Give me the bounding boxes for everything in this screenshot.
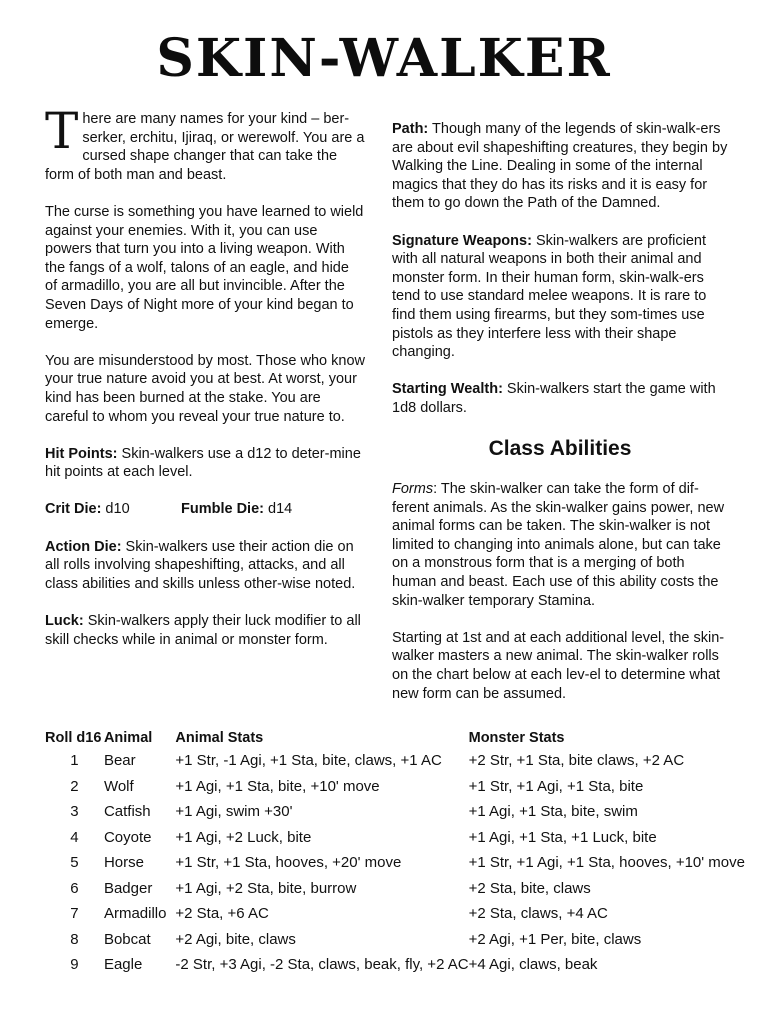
action-die-paragraph [45,538,365,594]
right-column [392,120,728,722]
table-row [45,952,745,978]
curse-paragraph: The curse is something you have learned to wield against your enemies. With it, you can use powers that turn you into a living weapon. With the fangs of a wolf, talons of an eagle, and hide of armadillo, you are all but invincible. After the Seven Days of Night more of your kind began to emerge. [45,203,364,332]
weapons-label: Signature Weapons: [392,232,532,249]
table-row [45,774,745,800]
roll-cell: 1 [70,752,79,770]
animal-stats-cell: +1 Str, +1 Sta, hooves, +20' move [175,854,402,872]
roll-cell: 4 [70,828,79,846]
header-roll: Roll d16 [45,730,102,746]
table-row [45,850,745,876]
monster-stats-cell: +1 Str, +1 Agi, +1 Sta, bite [468,777,644,795]
animal-stats-cell: +1 Agi, +2 Luck, bite [175,828,312,846]
header-animal: Animal [103,730,153,746]
wealth-label: Starting Wealth: [392,381,503,398]
monster-stats-cell: +2 Str, +1 Sta, bite claws, +2 AC [468,752,685,770]
table-row [45,876,745,902]
roll-cell: 2 [70,777,79,795]
animal-stats-cell: +1 Agi, swim +30' [175,803,293,821]
table-row [45,901,745,927]
monster-stats-cell: +2 Agi, +1 Per, bite, claws [468,930,642,948]
animal-cell: Bear [103,752,136,770]
animal-cell: Badger [103,879,153,897]
monster-stats-cell: +1 Str, +1 Agi, +1 Sta, hooves, +10' move [468,854,745,872]
action-label: Action Die: [45,538,122,555]
luck-paragraph [45,612,365,649]
crit-fumble-row [45,500,365,519]
hit-points-text: Skin-walkers use a d12 to deter-mine hit points at each level. [45,445,361,481]
hit-points-paragraph [45,445,365,482]
animal-cell: Armadillo [103,905,167,923]
intro-text: here are many names for your kind – ber-serker, erchitu, Ijiraq, or werewolf. You are a cursed shape changer that can take the form of both man and beast. [45,111,365,183]
roll-cell: 3 [70,803,79,821]
monster-stats-cell: +2 Sta, claws, +4 AC [468,905,608,923]
crit-die [45,500,181,519]
path-text: Though many of the legends of skin-walk-ers are about evil shapeshifting creatures, they begin by Walking the Line. Dealing in some of the internal magics that they do has its risks and it is easy for them to go down the Path of the Damned. [392,121,728,212]
drop-cap: T [45,102,79,160]
misunderstood-paragraph: You are misunderstood by most. Those who know your true nature avoid you at best. At worst, your kind has been burned at the stake. You are careful to whom you reveal your true nature to. [45,352,365,425]
table-header-row [45,728,745,748]
animal-stats-cell: +2 Sta, +6 AC [175,905,269,923]
animal-cell: Wolf [103,777,134,795]
table-row [45,825,745,851]
page-title: SKIN-WALKER [156,28,612,89]
luck-label: Luck: [45,613,84,630]
monster-stats-cell: +1 Agi, +1 Sta, bite, swim [468,803,638,821]
forms-text: : The skin-walker can take the form of dif-ferent animals. As the skin-walker gains power, new animal forms can be taken. The skin-walker is not limited to changing into animals alone, but can take on a monstrous form that is a merging of both human and beast. Each use of this ability costs the skin-walker temporary Stamina. [392,481,725,609]
roll-cell: 6 [70,879,79,897]
fumble-die [181,500,292,519]
wealth-paragraph [392,380,728,417]
intro-paragraph [45,102,365,184]
hit-points-label: Hit Points: [45,445,118,462]
action-text: Skin-walkers use their action die on all rolls involving shapeshifting, attacks, and all class abilities and skills unless other-wise noted. [45,538,356,592]
table-row [45,927,745,953]
weapons-text: Skin-walkers are proficient with all natural weapons in both their animal and monster form. In their human form, skin-walk-ers tend to use standard melee weapons. It is rare to find them using firearms, but they som-times use pistols as they interfere less with their shape changing. [392,232,707,361]
monster-stats-cell: +4 Agi, claws, beak [468,956,598,974]
path-label: Path: [392,121,429,137]
path-paragraph [392,120,728,213]
animal-cell: Horse [103,854,144,872]
crit-value: d10 [101,501,130,518]
roll-cell: 8 [70,930,79,948]
table-row [45,799,745,825]
header-monster-stats: Monster Stats [468,730,565,746]
luck-text: Skin-walkers apply their luck modifier to all skill checks while in animal or monster form. [45,613,361,648]
animal-stats-cell: -2 Str, +3 Agi, -2 Sta, claws, beak, fly, +2 AC [175,956,469,974]
crit-label: Crit Die: [45,501,102,518]
left-column [45,102,365,668]
fumble-value: d14 [263,501,293,518]
wealth-text: Skin-walkers start the game with 1d8 dollars. [392,381,716,416]
animal-stats-cell: +1 Str, -1 Agi, +1 Sta, bite, claws, +1 AC [175,752,442,770]
roll-cell: 5 [70,854,79,872]
fumble-label: Fumble Die: [181,501,264,518]
monster-stats-cell: +2 Sta, bite, claws [468,879,591,897]
animal-stats-cell: +2 Agi, bite, claws [175,930,296,948]
animal-stats-cell: +1 Agi, +1 Sta, bite, +10' move [175,777,380,795]
roll-cell: 7 [70,905,79,923]
animal-forms-table [45,728,745,978]
monster-stats-cell: +1 Agi, +1 Sta, +1 Luck, bite [468,828,657,846]
animal-cell: Bobcat [103,930,151,948]
class-abilities-heading: Class Abilities [488,437,632,461]
animal-cell: Coyote [103,828,152,846]
table-row [45,748,745,774]
weapons-paragraph [392,232,728,362]
animal-cell: Eagle [103,956,143,974]
animal-cell: Catfish [103,803,151,821]
forms-label: Forms [392,481,434,498]
animal-stats-cell: +1 Agi, +2 Sta, bite, burrow [175,879,357,897]
starting-paragraph: Starting at 1st and at each additional level, the skin-walker masters a new animal. The skin-walker rolls on the chart below at each lev-el to determine what new form can be assumed. [392,629,725,702]
roll-cell: 9 [70,956,79,974]
forms-paragraph [392,480,728,610]
header-animal-stats: Animal Stats [175,730,264,746]
